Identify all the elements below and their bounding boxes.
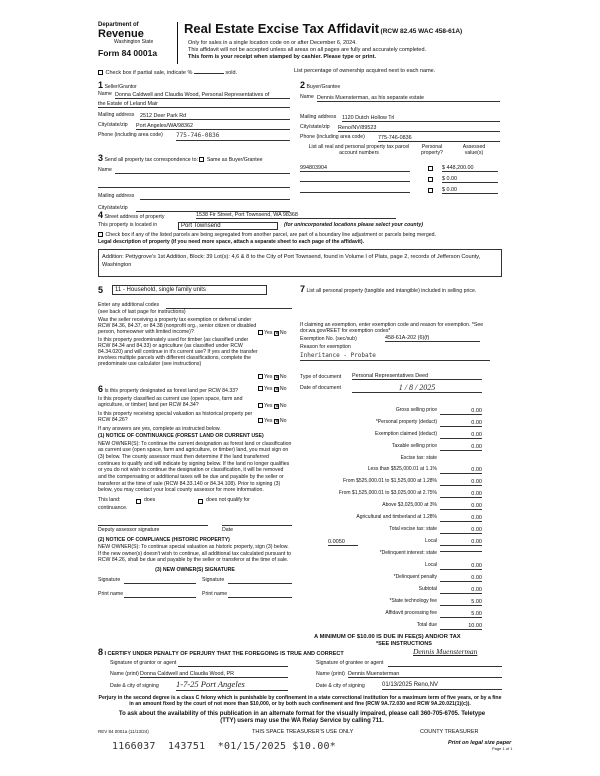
tax-row-amount[interactable]: 0.00 xyxy=(440,432,482,439)
seller-mailing-label: Mailing address xyxy=(98,112,135,119)
header-divider xyxy=(177,22,178,64)
seller-section-number: 1 xyxy=(98,80,104,90)
tax-row-amount[interactable]: 0.00 xyxy=(440,444,482,451)
tax-row xyxy=(300,551,500,561)
buyer-name-value[interactable]: Dennis Muensterman, as his separate estate xyxy=(317,95,500,102)
street-label: Street address of property xyxy=(104,214,165,220)
segregated-checkbox[interactable] xyxy=(98,232,103,237)
tax-row-amount[interactable]: 5.00 xyxy=(440,611,482,618)
land-use-select[interactable]: 11 - Household, single family units xyxy=(112,285,267,295)
deputy-date-label: Date xyxy=(222,527,233,534)
seller-phone-value[interactable]: 775-746-0836 xyxy=(176,133,290,141)
correspondence-section-number: 3 xyxy=(98,153,104,163)
timber-yes-checkbox[interactable] xyxy=(258,374,263,379)
buyer-phone-label: Phone (including area code) xyxy=(300,133,365,140)
tax-row-label: Exemption claimed (deduct) xyxy=(375,431,437,437)
parcel-header-assessed: Assessed value(s) xyxy=(462,144,486,156)
tax-row-amount[interactable]: 5.00 xyxy=(440,599,482,606)
tax-row-amount[interactable] xyxy=(440,551,482,552)
located-in-select[interactable]: Port Townsend xyxy=(178,222,278,230)
tax-row-amount[interactable]: 10.00 xyxy=(440,623,482,630)
exemption-number-value[interactable]: 458-61A-202 (6)(f) xyxy=(385,335,480,342)
parcel-number-input[interactable] xyxy=(300,176,410,182)
this-land-label: This land: xyxy=(98,497,121,504)
location-section xyxy=(98,210,502,280)
seller-phone-label: Phone (including area code) xyxy=(98,132,163,139)
yes-label: Yes xyxy=(264,402,273,409)
new-owner-signature-1[interactable] xyxy=(124,578,196,584)
yes-label: Yes xyxy=(264,386,273,392)
deputy-date-line[interactable] xyxy=(222,522,292,526)
notice2-body: NEW OWNER(S): To continue special valuation as historic property, sign (3) below. If the new owner(s) doesn't wish to continue, all additional tax calculated pursuant to RCW 84.26, shall be due and payable by the seller or transferor at the time of sale. xyxy=(98,544,292,564)
buyer-section-number: 2 xyxy=(300,80,306,90)
partial-sale-row xyxy=(98,70,237,76)
tax-row xyxy=(300,456,500,466)
notice1-heading: (1) NOTICE OF CONTINUANCE (FOREST LAND OR CURRENT USE) xyxy=(98,432,264,439)
tax-row xyxy=(300,515,500,525)
exemption-yes-checkbox[interactable] xyxy=(258,330,263,335)
notice3-heading: (3) NEW OWNER(S) SIGNATURE xyxy=(155,566,235,573)
location-section-number: 4 xyxy=(98,210,104,220)
timber-question: Is this property predominately used for timber (as classified under RCW 84.34 and 84.33) or agriculture (as classified under RCW 84.34.020) and will continue in it's current use? If yes and the transfer involves multiple parcels with different classifications, complete the predominate use calculator (see instructions) xyxy=(98,336,258,367)
legal-paper-note: Print on legal size paper xyxy=(448,740,512,746)
current-use-question: Is this property classified as current use (open space, farm and agriculture, or timber) land per RCW 84.34? xyxy=(98,395,243,408)
current-use-yes-checkbox[interactable] xyxy=(258,403,263,408)
local-rate-value[interactable]: 0.0050 xyxy=(328,539,358,546)
tax-row xyxy=(300,611,500,621)
signature-label: Signature xyxy=(202,576,225,583)
rev-number: REV 84 0001a (11/13/24) xyxy=(98,729,149,734)
same-as-buyer-checkbox[interactable] xyxy=(199,157,204,162)
buyer-mailing-label: Mailing address xyxy=(300,113,337,120)
buyer-heading: Buyer/Grantee xyxy=(306,84,341,90)
tax-row xyxy=(300,527,500,537)
tax-row-label: Gross selling price xyxy=(395,407,437,413)
header-instr-1: Only for sales in a single location code on or after December 6, 2024. xyxy=(188,40,357,46)
document-date-value[interactable]: 1 / 8 / 2025 xyxy=(352,383,482,393)
title-statute: (RCW 82.45 WAC 458-61A) xyxy=(380,28,463,35)
tax-row xyxy=(300,575,500,585)
new-owner-signature-2[interactable] xyxy=(228,578,292,584)
see-instructions: *SEE INSTRUCTIONS xyxy=(376,641,432,647)
grantor-name-label: Name (print) xyxy=(110,670,139,677)
personal-property-checkbox[interactable] xyxy=(428,166,433,171)
personal-property-label: List all personal property (tangible and intangible) included in selling price. xyxy=(306,288,477,294)
parcel-row xyxy=(300,165,500,175)
tax-row xyxy=(300,587,500,597)
tax-row-label: Local xyxy=(425,538,437,544)
dor-logo-line1: Department of xyxy=(98,22,139,28)
buyer-city-value[interactable]: Reno/NV/89523 xyxy=(338,125,500,132)
dor-logo-line3: Washington State xyxy=(114,38,154,45)
seller-name-value-1[interactable]: Donna Caldwell and Claudia Wood, Personal Representatives of xyxy=(115,92,290,99)
legal-description-input[interactable]: Addition: Pettygrove's 1st Addition, Block: 39 Lot(s): 4,6 & 8 to the City of Port Townsend, found in Volume I of Plats, page 2, records of Jefferson County, Washington xyxy=(98,249,502,277)
parcel-row xyxy=(300,187,500,197)
additional-codes-input[interactable] xyxy=(166,303,292,309)
seller-name-label: Name xyxy=(98,90,112,97)
current-use-no-checkbox[interactable] xyxy=(274,404,279,409)
tax-row xyxy=(300,563,500,573)
tax-row xyxy=(300,599,500,609)
deputy-signature-line[interactable] xyxy=(98,522,208,526)
tax-row-label: From $1,525,000.01 to $3,025,000 at 2.75% xyxy=(338,490,437,496)
tax-row-amount[interactable]: 0.00 xyxy=(440,420,482,427)
tax-row-label: *Delinquent interest: state xyxy=(379,550,437,556)
tax-row xyxy=(300,539,500,549)
grantor-name-value[interactable]: Donna Caldwell and Claudia Wood, PR xyxy=(140,671,288,678)
same-as-buyer-label: Same as Buyer/Grantee xyxy=(206,157,263,163)
treasurer-only: THIS SPACE TREASURER'S USE ONLY xyxy=(252,729,354,735)
does-not-label: does not qualify for xyxy=(206,497,250,504)
grantee-signature-label: Signature of grantee or agent xyxy=(316,659,384,666)
section5-number: 5 xyxy=(98,285,104,295)
header-instr-3: This form is your receipt when stamped by cashier. Please type or print. xyxy=(188,54,376,60)
legal-description-label: Legal description of property (if you need more space, attach a separate sheet to each page of the affidavit). xyxy=(98,238,365,245)
correspondence-mailing-label: Mailing address xyxy=(98,192,135,199)
tax-row-label: Less than $525,000.01 at 1.1% xyxy=(367,466,437,472)
personal-property-checkbox[interactable] xyxy=(428,177,433,182)
tax-row xyxy=(300,491,500,501)
buyer-city-label: City/state/zip xyxy=(300,123,330,130)
does-not-checkbox[interactable] xyxy=(198,499,203,504)
tax-row-label: Agricultural and timberland at 1.28% xyxy=(356,514,437,520)
yes-label: Yes xyxy=(264,373,273,380)
no-label: No xyxy=(279,373,287,380)
section6 xyxy=(98,384,292,644)
tax-row-label: Subtotal xyxy=(418,586,437,592)
tax-row-label: Total excise tax: state xyxy=(389,526,437,532)
title-text: Real Estate Excise Tax Affidavit xyxy=(184,21,380,36)
grantee-signature-input[interactable] xyxy=(388,659,502,667)
personal-property-checkbox[interactable] xyxy=(428,188,433,193)
minimum-note: A MINIMUM OF $10.00 IS DUE IN FEE(S) AND/OR TAX xyxy=(314,634,461,640)
grantee-date-value[interactable]: 01/13/2025 Reno,NV xyxy=(382,682,502,690)
tax-row xyxy=(300,467,500,477)
notice1-body: NEW OWNER(S): To continue the current designation as forest land or classification as current use (open space, farm and agriculture, or timber) land, you must sign on (3) below. The county assessor must then determine if the land transferred continues to qualify and will indicate by signing below. If the land no longer qualifies or you do not wish to continue the designation or classification, it will be removed and the compensating or additional taxes will be due and payable by the seller or transferor at the time of sale (RCW 84.33.140 or 84.34.108). Prior to signing (3) below, you may contact your local county assessor for more information. xyxy=(98,440,292,494)
tax-row-amount[interactable]: 0.00 xyxy=(440,587,482,594)
grantee-date-label: Date & city of signing xyxy=(316,682,365,689)
document-type-value[interactable]: Personal Representatives Deed xyxy=(352,373,482,380)
correspondence-section xyxy=(98,153,290,213)
tax-row-amount[interactable]: 0.00 xyxy=(440,467,482,474)
document-type-label: Type of document xyxy=(300,373,342,380)
exemption-number-label: Exemption No. (sec/sub) xyxy=(300,335,357,342)
section6-number: 6 xyxy=(98,384,104,394)
tax-row-label: *Delinquent penalty xyxy=(393,574,437,580)
grantee-name-label: Name (print) xyxy=(316,670,345,677)
tax-row xyxy=(300,444,500,454)
section5 xyxy=(98,285,292,381)
notice2-heading: (2) NOTICE OF COMPLIANCE (HISTORIC PROPERTY) xyxy=(98,537,230,544)
correspondence-city-label: City/state/zip xyxy=(98,204,128,211)
segregated-note: Check box if any of the listed parcels are being segregated from another parcel, are part of a boundary line adjustment or parcels being merged. xyxy=(105,231,436,238)
tax-row-label: Excise tax: state xyxy=(400,455,437,461)
tax-row-amount[interactable]: 0.00 xyxy=(440,503,482,510)
deputy-signature-label: Deputy assessor signature xyxy=(98,527,160,534)
county-treasurer: COUNTY TREASURER xyxy=(420,729,479,735)
alt-format-notice: To ask about the availability of this publication in an alternate format for the visually impaired, please call 360-705-6705. Teletype (TTY) users may use the WA Relay Service by calling 711. xyxy=(118,711,486,724)
ownership-note: List percentage of ownership acquired next to each name. xyxy=(294,68,436,74)
buyer-mailing-value[interactable]: 1120 Dutch Hollow Trl xyxy=(342,115,500,122)
tax-row xyxy=(300,503,500,513)
tax-row-label: Taxable selling price xyxy=(391,443,437,449)
correspondence-name-label: Name xyxy=(98,166,112,173)
grantor-date-value[interactable]: 1-7-25 Port Angeles xyxy=(176,680,288,691)
seller-mailing-value[interactable]: 2512 Deer Park Rd xyxy=(140,113,290,120)
tax-row-amount[interactable]: 0.00 xyxy=(440,563,482,570)
print-name-label: Print name xyxy=(202,590,228,597)
form-title xyxy=(184,22,514,37)
yes-label: Yes xyxy=(264,417,273,424)
tax-row-label: *State technology fee xyxy=(389,598,437,604)
tax-row-amount[interactable]: 0.00 xyxy=(440,527,482,534)
tax-row-label: From $525,000.01 to $1,525,000 at 1.28% xyxy=(343,478,437,484)
does-checkbox[interactable] xyxy=(136,499,141,504)
does-label: does xyxy=(144,497,156,504)
forest-yes-checkbox[interactable] xyxy=(258,386,263,391)
reason-value[interactable]: Inheritance - Probate xyxy=(300,353,490,361)
grantor-signature-label: Signature of grantor or agent xyxy=(110,659,177,666)
tax-row-label: *Personal property (deduct) xyxy=(375,419,437,425)
partial-sale-label: Check box if partial sale, indicate % xyxy=(105,70,193,76)
parcel-number-input[interactable] xyxy=(300,187,410,193)
no-label: No xyxy=(279,386,287,392)
additional-codes-label: Enter any additional codes xyxy=(98,302,160,308)
tax-row-amount[interactable]: 0.00 xyxy=(440,479,482,486)
see-back-note: (see back of last page for instructions) xyxy=(98,308,186,315)
header-instr-2: This affidavit will not be accepted unless all areas on all pages are fully and accurately completed. xyxy=(188,47,427,53)
receipt-stamp: 1166037 143751 *01/15/2025 $10.00* xyxy=(112,741,336,752)
partial-sale-sold: sold. xyxy=(225,70,238,76)
exemption-no-checkbox[interactable] xyxy=(274,331,279,336)
continuance-label: continuance. xyxy=(98,505,128,512)
exemption-question: Was the seller receiving a property tax exemption or deferral under RCW 84.36, 84.37, or 84.38 (nonprofit org., senior citizen or disabled person, homeowner with limited income)? xyxy=(98,316,257,335)
parcel-row xyxy=(300,176,500,186)
yes-label: Yes xyxy=(264,329,273,336)
signature-label: Signature xyxy=(98,576,121,583)
partial-sale-percent[interactable] xyxy=(194,73,224,74)
seller-city-label: City/state/zip xyxy=(98,122,128,129)
grantor-date-label: Date & city of signing xyxy=(110,682,159,689)
certify-statement: I CERTIFY UNDER PENALTY OF PERJURY THAT THE FOREGOING IS TRUE AND CORRECT xyxy=(104,651,344,657)
parcel-number-input[interactable]: 994803904 xyxy=(300,165,410,172)
tax-row-label: Local xyxy=(425,562,437,568)
tax-row-amount[interactable]: 0.00 xyxy=(440,408,482,415)
assessed-value-input[interactable]: $ 0.00 xyxy=(442,176,498,183)
if-yes-note: If any answers are yes, complete as instructed below. xyxy=(98,425,221,432)
located-in-label: This property is located in xyxy=(98,221,158,228)
no-label: No xyxy=(279,417,287,424)
tax-row xyxy=(300,479,500,489)
correspondence-label: Send all property tax correspondence to: xyxy=(104,157,198,163)
new-owner-print-1[interactable] xyxy=(124,592,196,598)
tax-row-amount[interactable]: 0.00 xyxy=(440,515,482,522)
grantor-signature-input[interactable] xyxy=(178,659,288,667)
document-date-label: Date of document xyxy=(300,384,341,391)
historic-yes-checkbox[interactable] xyxy=(258,418,263,423)
new-owner-print-2[interactable] xyxy=(228,592,292,598)
partial-sale-checkbox[interactable] xyxy=(98,70,103,75)
seller-city-value[interactable]: Port Angeles/WA/98362 xyxy=(136,123,290,130)
section8-number: 8 xyxy=(98,647,104,657)
tax-row-amount[interactable]: 0.00 xyxy=(440,491,482,498)
correspondence-name-input[interactable] xyxy=(115,168,290,174)
form-number: Form 84 0001a xyxy=(98,47,158,58)
dor-logo xyxy=(98,22,168,64)
no-label: No xyxy=(279,402,287,409)
dor-logo-line2: Revenue xyxy=(98,27,144,40)
forest-question: Is this property designated as forest land per RCW 84.33? xyxy=(104,388,238,394)
tax-row xyxy=(300,420,500,430)
exemption-claim-label: If claiming an exemption, enter exemption code and reason for exemption. *See dor.wa.gov/REET for exemption codes* xyxy=(300,321,484,334)
perjury-notice: Perjury in the second degree is a class C felony which is punishable by confinement in a state correctional institution for a maximum term of five years, or by a fine in an amount fixed by the court of not more than $10,000, or by both such confinement and fine (RCW 9A.72.030 and RCW 9A.20.021(1)(c)). xyxy=(98,695,502,707)
section7-number: 7 xyxy=(300,284,306,294)
historic-question: Is this property receiving special valuation as historical property per RCW 84.26? xyxy=(98,410,253,423)
section7 xyxy=(300,284,500,404)
street-value[interactable]: 1538 Fir Street, Port Townsend, WA 98368 xyxy=(196,212,396,219)
tax-row-label: Affidavit processing fee xyxy=(385,610,437,616)
timber-no-checkbox[interactable] xyxy=(274,375,279,380)
parcel-header-parcel: List all real and personal property tax parcel account numbers xyxy=(308,144,410,156)
tax-row xyxy=(300,432,500,442)
tax-row-amount[interactable]: 0.00 xyxy=(440,575,482,582)
buyer-section xyxy=(300,80,500,148)
grantee-name-value[interactable]: Dennis Muensterman xyxy=(348,671,502,678)
tax-row xyxy=(300,408,500,418)
reason-label: Reason for exemption xyxy=(300,343,351,350)
correspondence-mailing-input[interactable] xyxy=(140,194,290,200)
assessed-value-input[interactable]: $ 448,200.00 xyxy=(442,165,498,172)
assessed-value-input[interactable]: $ 0.00 xyxy=(442,187,498,194)
seller-name-value-2[interactable]: the Estate of Leland Mair xyxy=(98,101,290,108)
buyer-name-label: Name xyxy=(300,93,314,100)
seller-section xyxy=(98,80,290,148)
tax-row-amount[interactable]: 0.00 xyxy=(440,539,482,546)
correspondence-name-input-2[interactable] xyxy=(98,182,290,188)
grantee-signature-value[interactable]: Dennis Muensterman xyxy=(413,647,478,656)
tax-row-label: Above $3,025,000 at 3% xyxy=(382,502,437,508)
parcel-header-personal: Personal property? xyxy=(421,144,443,156)
buyer-phone-value[interactable]: 775-746-0836 xyxy=(378,135,500,142)
forest-no-checkbox[interactable] xyxy=(274,387,279,392)
tax-row xyxy=(300,623,500,633)
print-name-label: Print name xyxy=(98,590,124,597)
tax-row-label: Total due xyxy=(416,622,437,628)
historic-no-checkbox[interactable] xyxy=(274,419,279,424)
unincorporated-note: (for unincorporated locations please select your county) xyxy=(284,221,423,228)
parcel-table xyxy=(300,145,500,200)
seller-heading: Seller/Grantor xyxy=(104,84,137,90)
page-number: Page 1 of 1 xyxy=(492,746,513,751)
no-label: No xyxy=(279,329,287,336)
